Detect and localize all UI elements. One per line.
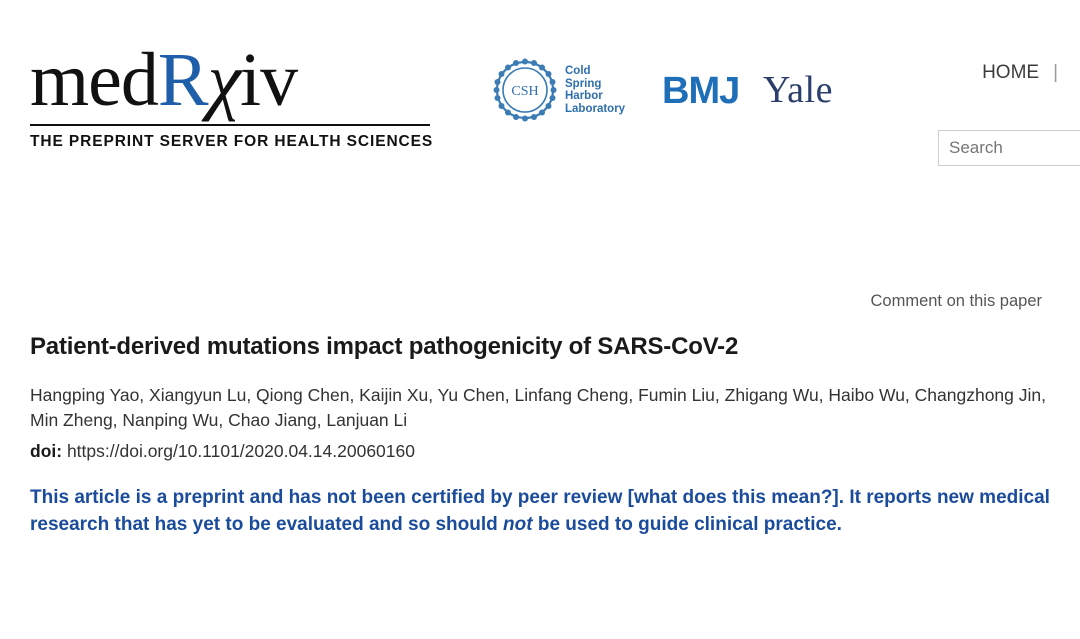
cshl-line-4: Laboratory (565, 102, 626, 115)
page-title: Patient-derived mutations impact pathogenicity of SARS-CoV-2 (30, 333, 739, 360)
search-box[interactable] (938, 130, 1080, 166)
disclaimer-part-1: This article is a preprint and has not been certified by peer review [what does this mean?]. It reports new medical research that has yet to be evaluated and so should (30, 487, 1050, 535)
preprint-disclaimer (30, 484, 1050, 538)
logo-tagline: THE PREPRINT SERVER FOR HEALTH SCIENCES (30, 133, 434, 150)
nav-divider: | (1053, 62, 1058, 83)
cshl-seal-icon (493, 58, 557, 122)
disclaimer-emphasis: not (503, 514, 533, 535)
comment-on-paper-link[interactable]: Comment on this paper (870, 292, 1042, 310)
cshl-line-1: Cold (565, 65, 591, 77)
doi-link[interactable]: https://doi.org/10.1101/2020.04.14.20060160 (66, 441, 415, 461)
doi-label: doi: (30, 441, 63, 461)
author-list: Hangping Yao, Xiangyun Lu, Qiong Chen, Kaijin Xu, Yu Chen, Linfang Cheng, Fumin Liu, Zhigang Wu, Haibo Wu, Changzhong Jin, Min Zheng, Nanping Wu, Chao Jiang, Lanjuan Li (30, 385, 1046, 430)
cshl-line-2: Spring (565, 77, 602, 90)
cshl-logo[interactable] (493, 58, 625, 122)
cshl-line-3: Harbor (565, 90, 603, 102)
logo-text-r: R (157, 38, 208, 122)
logo-text-chi: χ (207, 38, 240, 122)
site-header (0, 0, 1080, 210)
nav-item-home[interactable]: HOME (982, 62, 1040, 83)
logo-text-med: med (30, 38, 158, 122)
disclaimer-part-2: be used to guide clinical practice. (532, 514, 842, 535)
medrxiv-logo[interactable] (30, 38, 450, 151)
yale-logo[interactable]: Yale (763, 69, 833, 111)
logo-text-iv: iv (240, 38, 298, 122)
bmj-logo[interactable]: BMJ (662, 70, 740, 112)
logo-divider (30, 124, 430, 126)
doi-line (30, 441, 1050, 462)
article-section (0, 210, 1080, 538)
search-input[interactable] (939, 131, 1080, 165)
cshl-logo-text (565, 65, 625, 115)
medrxiv-wordmark (30, 38, 450, 122)
main-nav (982, 62, 1058, 84)
svg-text:CSH: CSH (511, 84, 539, 99)
